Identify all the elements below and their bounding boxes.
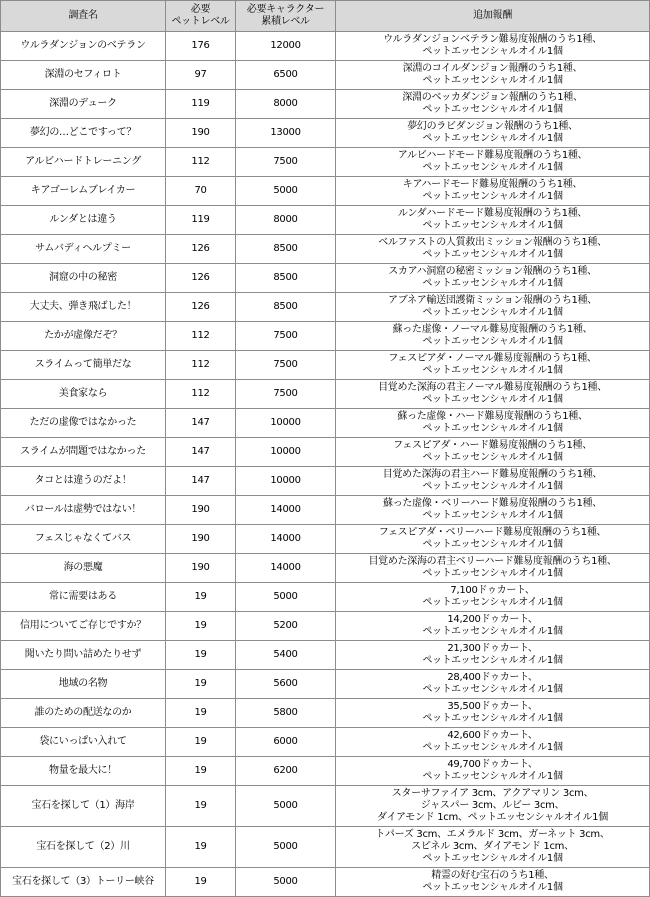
reward-cell xyxy=(336,293,650,322)
reward-cell xyxy=(336,757,650,786)
reward-line: ペットエッセンシャルオイル1個 xyxy=(422,249,563,260)
survey-name-cell: アルビハードトレーニング xyxy=(1,148,166,177)
reward-line: ペットエッセンシャルオイル1個 xyxy=(422,394,563,405)
char-level-cell: 13000 xyxy=(236,119,336,148)
reward-line: 35,500ドゥカート、 xyxy=(447,701,538,712)
reward-cell xyxy=(336,90,650,119)
reward-cell xyxy=(336,206,650,235)
pet-level-cell: 147 xyxy=(166,467,236,496)
reward-cell xyxy=(336,351,650,380)
table-row xyxy=(1,322,650,351)
header-pet-level-line1: 必要 xyxy=(190,4,211,15)
reward-cell xyxy=(336,119,650,148)
reward-cell xyxy=(336,496,650,525)
pet-level-cell: 70 xyxy=(166,177,236,206)
reward-line: スターサファイア 3cm、アクアマリン 3cm、 xyxy=(391,788,594,799)
table-row xyxy=(1,264,650,293)
header-char-level xyxy=(236,1,336,32)
reward-line: ペットエッセンシャルオイル1個 xyxy=(422,104,563,115)
reward-line: 蘇った虚像・ハード難易度報酬のうち1種、 xyxy=(397,411,588,422)
survey-name-cell: 海の悪魔 xyxy=(1,554,166,583)
char-level-cell: 8000 xyxy=(236,90,336,119)
char-level-cell: 5000 xyxy=(236,177,336,206)
survey-name-cell: ウルラダンジョンのベテラン xyxy=(1,32,166,61)
reward-cell xyxy=(336,554,650,583)
table-body xyxy=(1,32,650,897)
reward-line: ダイアモンド 1cm、ペットエッセンシャルオイル1個 xyxy=(377,812,608,823)
pet-level-cell: 19 xyxy=(166,757,236,786)
reward-line: ペットエッセンシャルオイル1個 xyxy=(422,162,563,173)
survey-name-cell: 夢幻の…どこですって？ xyxy=(1,119,166,148)
char-level-cell: 14000 xyxy=(236,496,336,525)
reward-line: フェスピアダ・ノーマル難易度報酬のうち1種、 xyxy=(388,353,597,364)
survey-name-cell: 物量を最大に！ xyxy=(1,757,166,786)
survey-name-cell: バロールは虚勢ではない！ xyxy=(1,496,166,525)
reward-cell xyxy=(336,380,650,409)
table-row xyxy=(1,612,650,641)
char-level-cell: 14000 xyxy=(236,554,336,583)
table-row xyxy=(1,148,650,177)
char-level-cell: 5000 xyxy=(236,868,336,897)
pet-level-cell: 190 xyxy=(166,554,236,583)
pet-level-cell: 19 xyxy=(166,728,236,757)
header-char-level-line2: 累積レベル xyxy=(261,16,310,27)
reward-line: ペットエッセンシャルオイル1個 xyxy=(422,882,563,893)
reward-line: 21,300ドゥカート、 xyxy=(447,643,538,654)
reward-line: ペットエッセンシャルオイル1個 xyxy=(422,655,563,666)
char-level-cell: 5000 xyxy=(236,583,336,612)
table-row xyxy=(1,641,650,670)
char-level-cell: 6200 xyxy=(236,757,336,786)
header-reward: 追加報酬 xyxy=(336,1,650,32)
survey-name-cell: 大丈夫、弾き飛ばした！ xyxy=(1,293,166,322)
survey-name-cell: スライムが問題ではなかった xyxy=(1,438,166,467)
survey-name-cell: 宝石を探して（3）トーリー峡谷 xyxy=(1,868,166,897)
reward-cell xyxy=(336,264,650,293)
char-level-cell: 8500 xyxy=(236,264,336,293)
survey-name-cell: 信用についてご存じですか？ xyxy=(1,612,166,641)
reward-cell xyxy=(336,868,650,897)
survey-name-cell: 美食家なら xyxy=(1,380,166,409)
table-row xyxy=(1,351,650,380)
reward-cell xyxy=(336,61,650,90)
reward-cell xyxy=(336,409,650,438)
reward-line: 49,700ドゥカート、 xyxy=(447,759,538,770)
pet-level-cell: 19 xyxy=(166,827,236,868)
reward-line: ペットエッセンシャルオイル1個 xyxy=(422,423,563,434)
reward-line: 14,200ドゥカート、 xyxy=(447,614,538,625)
table-row xyxy=(1,61,650,90)
char-level-cell: 7500 xyxy=(236,351,336,380)
reward-line: 夢幻のラビダンジョン報酬のうち1種、 xyxy=(407,121,578,132)
reward-cell xyxy=(336,786,650,827)
table-row xyxy=(1,438,650,467)
reward-cell xyxy=(336,438,650,467)
reward-cell xyxy=(336,177,650,206)
char-level-cell: 7500 xyxy=(236,380,336,409)
reward-line: アブネア輸送団護衛ミッション報酬のうち1種、 xyxy=(388,295,597,306)
reward-cell xyxy=(336,322,650,351)
reward-line: トパーズ 3cm、エメラルド 3cm、ガーネット 3cm、 xyxy=(375,829,610,840)
pet-level-cell: 147 xyxy=(166,409,236,438)
char-level-cell: 8500 xyxy=(236,235,336,264)
table-row xyxy=(1,670,650,699)
reward-line: ペットエッセンシャルオイル1個 xyxy=(422,307,563,318)
pet-level-cell: 112 xyxy=(166,322,236,351)
reward-cell xyxy=(336,583,650,612)
reward-line: ウルラダンジョンベテラン難易度報酬のうち1種、 xyxy=(383,34,602,45)
reward-line: ペットエッセンシャルオイル1個 xyxy=(422,365,563,376)
pet-level-cell: 19 xyxy=(166,583,236,612)
reward-cell xyxy=(336,32,650,61)
reward-line: 蘇った虚像・ベリーハード難易度報酬のうち1種、 xyxy=(383,498,602,509)
pet-level-cell: 119 xyxy=(166,90,236,119)
reward-line: ペットエッセンシャルオイル1個 xyxy=(422,336,563,347)
char-level-cell: 5200 xyxy=(236,612,336,641)
table-row xyxy=(1,90,650,119)
reward-line: ペットエッセンシャルオイル1個 xyxy=(422,278,563,289)
survey-name-cell: 宝石を探して（2）川 xyxy=(1,827,166,868)
char-level-cell: 10000 xyxy=(236,467,336,496)
reward-cell xyxy=(336,467,650,496)
reward-line: ペットエッセンシャルオイル1個 xyxy=(422,684,563,695)
reward-line: 深淵のベッカダンジョン報酬のうち1種、 xyxy=(402,92,583,103)
survey-name-cell: キアゴーレムブレイカー xyxy=(1,177,166,206)
survey-name-cell: タコとは違うのだよ！ xyxy=(1,467,166,496)
reward-line: ジャスパー 3cm、ルビー 3cm、 xyxy=(420,800,565,811)
pet-level-cell: 19 xyxy=(166,670,236,699)
reward-line: ルンダハードモード難易度報酬のうち1種、 xyxy=(397,208,588,219)
survey-name-cell: 常に需要はある xyxy=(1,583,166,612)
reward-line: ペットエッセンシャルオイル1個 xyxy=(422,771,563,782)
reward-line: 目覚めた深海の君主ノーマル難易度報酬のうち1種、 xyxy=(378,382,607,393)
char-level-cell: 8500 xyxy=(236,293,336,322)
table-row xyxy=(1,554,650,583)
table-row xyxy=(1,728,650,757)
reward-line: ペットエッセンシャルオイル1個 xyxy=(422,452,563,463)
reward-cell xyxy=(336,525,650,554)
char-level-cell: 6000 xyxy=(236,728,336,757)
reward-cell xyxy=(336,699,650,728)
pet-level-cell: 190 xyxy=(166,119,236,148)
header-char-level-line1: 必要キャラクター xyxy=(246,4,325,15)
reward-line: ペットエッセンシャルオイル1個 xyxy=(422,742,563,753)
reward-line: ペットエッセンシャルオイル1個 xyxy=(422,539,563,550)
reward-line: キアハードモード難易度報酬のうち1種、 xyxy=(402,179,583,190)
reward-line: フェスピアダ・ベリーハード難易度報酬のうち1種、 xyxy=(378,527,607,538)
reward-line: ペットエッセンシャルオイル1個 xyxy=(422,191,563,202)
reward-line: 精霊の好む宝石のうち1種、 xyxy=(431,870,554,881)
reward-cell xyxy=(336,670,650,699)
reward-line: ベルファストの人質救出ミッション報酬のうち1種、 xyxy=(378,237,607,248)
table-row xyxy=(1,235,650,264)
pet-level-cell: 112 xyxy=(166,351,236,380)
pet-level-cell: 19 xyxy=(166,786,236,827)
reward-cell xyxy=(336,235,650,264)
pet-level-cell: 19 xyxy=(166,699,236,728)
reward-line: アルビハードモード難易度報酬のうち1種、 xyxy=(397,150,588,161)
reward-line: フェスピアダ・ハード難易度報酬のうち1種、 xyxy=(393,440,592,451)
reward-line: スピネル 3cm、ダイアモンド 1cm、 xyxy=(411,841,574,852)
reward-line: ペットエッセンシャルオイル1個 xyxy=(422,597,563,608)
reward-cell xyxy=(336,641,650,670)
char-level-cell: 5000 xyxy=(236,786,336,827)
pet-level-cell: 126 xyxy=(166,293,236,322)
char-level-cell: 5600 xyxy=(236,670,336,699)
char-level-cell: 10000 xyxy=(236,409,336,438)
table-row xyxy=(1,467,650,496)
survey-name-cell: ルンダとは違う xyxy=(1,206,166,235)
header-row xyxy=(1,1,650,32)
table-row xyxy=(1,699,650,728)
survey-name-cell: 宝石を探して（1）海岸 xyxy=(1,786,166,827)
char-level-cell: 6500 xyxy=(236,61,336,90)
reward-cell xyxy=(336,612,650,641)
table-row xyxy=(1,757,650,786)
reward-line: ペットエッセンシャルオイル1個 xyxy=(422,46,563,57)
survey-name-cell: たかが虚像だぞ？ xyxy=(1,322,166,351)
reward-cell xyxy=(336,148,650,177)
header-survey-name: 調査名 xyxy=(1,1,166,32)
reward-line: 深淵のコイルダンジョン報酬のうち1種、 xyxy=(402,63,583,74)
survey-name-cell: ただの虚像ではなかった xyxy=(1,409,166,438)
char-level-cell: 7500 xyxy=(236,322,336,351)
header-pet-level xyxy=(166,1,236,32)
pet-level-cell: 126 xyxy=(166,264,236,293)
survey-name-cell: 聞いたり問い詰めたりせず xyxy=(1,641,166,670)
table-row xyxy=(1,525,650,554)
pet-level-cell: 126 xyxy=(166,235,236,264)
survey-name-cell: フェスじゃなくてバス xyxy=(1,525,166,554)
pet-level-cell: 112 xyxy=(166,148,236,177)
survey-name-cell: 洞窟の中の秘密 xyxy=(1,264,166,293)
table-row xyxy=(1,119,650,148)
reward-line: ペットエッセンシャルオイル1個 xyxy=(422,713,563,724)
table-row xyxy=(1,786,650,827)
survey-name-cell: サムバディヘルプミー xyxy=(1,235,166,264)
table-row xyxy=(1,177,650,206)
reward-line: ペットエッセンシャルオイル1個 xyxy=(422,510,563,521)
pet-level-cell: 147 xyxy=(166,438,236,467)
reward-line: 目覚めた深海の君主ベリーハード難易度報酬のうち1種、 xyxy=(368,556,617,567)
reward-line: ペットエッセンシャルオイル1個 xyxy=(422,75,563,86)
table-row xyxy=(1,496,650,525)
char-level-cell: 5400 xyxy=(236,641,336,670)
table-row xyxy=(1,409,650,438)
pet-level-cell: 112 xyxy=(166,380,236,409)
table-row xyxy=(1,380,650,409)
pet-level-cell: 19 xyxy=(166,641,236,670)
reward-line: スカアハ洞窟の秘密ミッション報酬のうち1種、 xyxy=(388,266,597,277)
char-level-cell: 5000 xyxy=(236,827,336,868)
table-row xyxy=(1,583,650,612)
table-row xyxy=(1,827,650,868)
reward-cell xyxy=(336,728,650,757)
pet-level-cell: 190 xyxy=(166,525,236,554)
table-row xyxy=(1,868,650,897)
survey-name-cell: 深淵のセフィロト xyxy=(1,61,166,90)
reward-line: 28,400ドゥカート、 xyxy=(447,672,538,683)
char-level-cell: 5800 xyxy=(236,699,336,728)
pet-level-cell: 119 xyxy=(166,206,236,235)
pet-level-cell: 190 xyxy=(166,496,236,525)
survey-name-cell: 袋にいっぱい入れて xyxy=(1,728,166,757)
survey-name-cell: 深淵のデューク xyxy=(1,90,166,119)
char-level-cell: 12000 xyxy=(236,32,336,61)
reward-line: ペットエッセンシャルオイル1個 xyxy=(422,626,563,637)
reward-line: ペットエッセンシャルオイル1個 xyxy=(422,481,563,492)
reward-line: ペットエッセンシャルオイル1個 xyxy=(422,853,563,864)
reward-line: 42,600ドゥカート、 xyxy=(447,730,538,741)
reward-line: ペットエッセンシャルオイル1個 xyxy=(422,568,563,579)
reward-cell xyxy=(336,827,650,868)
survey-name-cell: 誰のための配送なのか xyxy=(1,699,166,728)
table-row xyxy=(1,32,650,61)
survey-name-cell: 地域の名物 xyxy=(1,670,166,699)
pet-level-cell: 19 xyxy=(166,868,236,897)
char-level-cell: 14000 xyxy=(236,525,336,554)
table-row xyxy=(1,293,650,322)
survey-name-cell: スライムって簡単だな xyxy=(1,351,166,380)
char-level-cell: 8000 xyxy=(236,206,336,235)
pet-level-cell: 97 xyxy=(166,61,236,90)
reward-line: 蘇った虚像・ノーマル難易度報酬のうち1種、 xyxy=(392,324,593,335)
pet-level-cell: 19 xyxy=(166,612,236,641)
table-row xyxy=(1,206,650,235)
char-level-cell: 7500 xyxy=(236,148,336,177)
pet-level-cell: 176 xyxy=(166,32,236,61)
header-pet-level-line2: ペットレベル xyxy=(171,16,230,27)
reward-line: 7,100ドゥカート、 xyxy=(450,585,535,596)
reward-line: ペットエッセンシャルオイル1個 xyxy=(422,133,563,144)
reward-line: 目覚めた深海の君主ハード難易度報酬のうち1種、 xyxy=(382,469,603,480)
char-level-cell: 10000 xyxy=(236,438,336,467)
reward-line: ペットエッセンシャルオイル1個 xyxy=(422,220,563,231)
